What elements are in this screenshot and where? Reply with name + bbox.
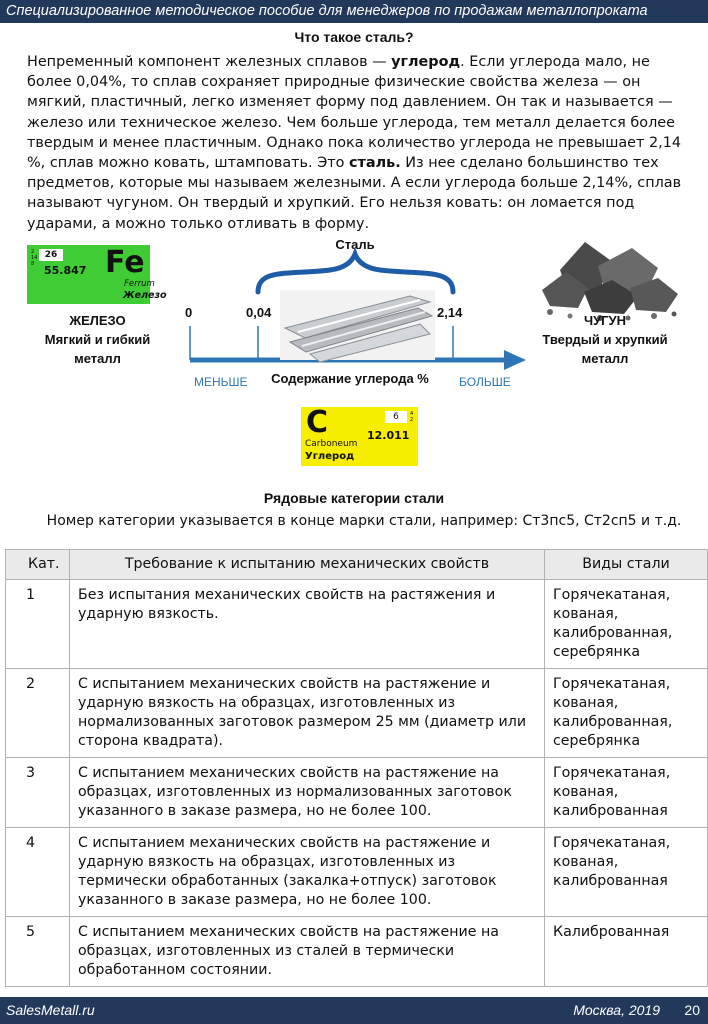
cell-category: 2 [6, 669, 70, 758]
cell-steel-types: Горячекатаная, кованая, калиброванная [545, 758, 708, 828]
table-row [6, 669, 708, 758]
tick-label-214: 2,14 [437, 305, 463, 320]
cell-steel-types: Горячекатаная, кованая, калиброванная [545, 828, 708, 917]
page-number: 20 [684, 1002, 700, 1018]
cell-category: 1 [6, 580, 70, 669]
carbon-latin-name: Carboneum [305, 439, 358, 449]
carbon-symbol: C [306, 405, 329, 440]
table-row [6, 828, 708, 917]
iron-element-card [27, 245, 167, 304]
intro-bold-steel: сталь. [349, 155, 401, 172]
header-bar [0, 0, 708, 23]
iron-electron-shells: 2 14 8 [31, 249, 38, 267]
cell-requirement: С испытанием механических свойств на растяжение на образцах, изготовленных из нормализованных заготовок указанного в заказе размера, но не более 100. [70, 758, 545, 828]
less-label: МЕНЬШЕ [194, 375, 248, 389]
cell-requirement: С испытанием механических свойств на растяжение на образцах, изготовленных из сталей в термически обработанном состоянии. [70, 917, 545, 987]
carbon-atomic-number: 6 [385, 411, 407, 423]
intro-text-3: Из нее сделано большинство тех предметов, которые мы называем железными. А если углерода больше 2,14%, сплав называют чугуном. Он твердый и хрупкий. Его нельзя ковать: он ломается под ударами, а можно только отливать в форму. [27, 155, 682, 232]
footer-city-year: Москва, 2019 [573, 1002, 660, 1018]
table-title: Рядовые категории стали [263, 490, 445, 506]
iron-russian-name: Железо [123, 290, 167, 301]
cell-steel-types: Калиброванная [545, 917, 708, 987]
more-label: БОЛЬШЕ [459, 375, 511, 389]
table-header-row [6, 550, 708, 580]
carbon-russian-name: Углерод [305, 451, 355, 462]
steel-categories-table [5, 549, 708, 987]
intro-text-1: Непременный компонент железных сплавов — [27, 54, 392, 70]
cell-steel-types: Горячекатаная, кованая, калиброванная, серебрянка [545, 669, 708, 758]
cast-iron-title: ЧУГУН [583, 313, 627, 328]
intro-bold-carbon: углерод [391, 54, 461, 70]
cell-steel-types: Горячекатаная, кованая, калиброванная, серебрянка [545, 580, 708, 669]
iron-latin-name: Ferrum [124, 279, 155, 289]
carbon-element-card [301, 407, 418, 466]
cell-requirement: С испытанием механических свойств на растяжение и ударную вязкость на образцах, изготовленных из нормализованных заготовок размером 25 мм (диаметр или сторона квадрата). [70, 669, 545, 758]
carbon-atomic-mass: 12.011 [367, 429, 410, 442]
table-row [6, 580, 708, 669]
footer-site: SalesMetall.ru [6, 1002, 95, 1018]
intro-paragraph [27, 52, 699, 234]
iron-atomic-mass: 55.847 [44, 264, 87, 277]
tick-label-0: 0 [185, 305, 193, 320]
iron-title: ЖЕЛЕЗО [69, 313, 126, 328]
cast-iron-image [542, 242, 678, 321]
cell-requirement: С испытанием механических свойств на растяжение и ударную вязкость на образцах, изготовленных из термически обработанных (закалка+отпуск) заготовок указанного в заказе размера, но не более 100. [70, 828, 545, 917]
intro-text-2: . Если углерода мало, не более 0,04%, то сплав сохраняет природные физические свойства железа — он мягкий, пластичный, легко изменяет форму под давлением. Он так и называется — железо или техническое железо. Чем больше углерода, тем металл делается более твердым и менее пластичным. Однако пока количество углерода не превышает 2,14 %, сплав можно ковать, штамповать. Это [27, 54, 682, 172]
section-title: Что такое сталь? [294, 29, 414, 45]
carbon-axis-arrowhead [504, 350, 526, 370]
iron-label [30, 311, 165, 368]
carbon-electron-shells: 4 2 [410, 411, 414, 423]
cell-category: 3 [6, 758, 70, 828]
steel-profiles-image [280, 290, 435, 362]
cell-category: 4 [6, 828, 70, 917]
cast-iron-description: Твердый и хрупкий металл [542, 332, 668, 366]
cast-iron-label [530, 311, 680, 368]
steel-label: Сталь [335, 237, 375, 252]
cell-category: 5 [6, 917, 70, 987]
cell-requirement: Без испытания механических свойств на растяжения и ударную вязкость. [70, 580, 545, 669]
axis-caption: Содержание углерода % [271, 371, 429, 386]
header-steel-types: Виды стали [545, 550, 708, 580]
tick-label-004: 0,04 [246, 305, 272, 320]
footer-bar [0, 997, 708, 1024]
steel-brace [258, 254, 453, 292]
table-row [6, 758, 708, 828]
table-note: Номер категории указывается в конце марки стали, например: Ст3пс5, Ст2сп5 и т.д. [46, 513, 682, 529]
table-row [6, 917, 708, 987]
header-category: Кат. [6, 550, 70, 580]
header-requirement: Требование к испытанию механических свойств [70, 550, 545, 580]
iron-symbol: Fe [105, 245, 145, 280]
header-title: Специализированное методическое пособие для менеджеров по продажам металлопроката [6, 3, 648, 19]
iron-atomic-number: 26 [39, 249, 63, 261]
iron-description: Мягкий и гибкий металл [44, 332, 151, 366]
